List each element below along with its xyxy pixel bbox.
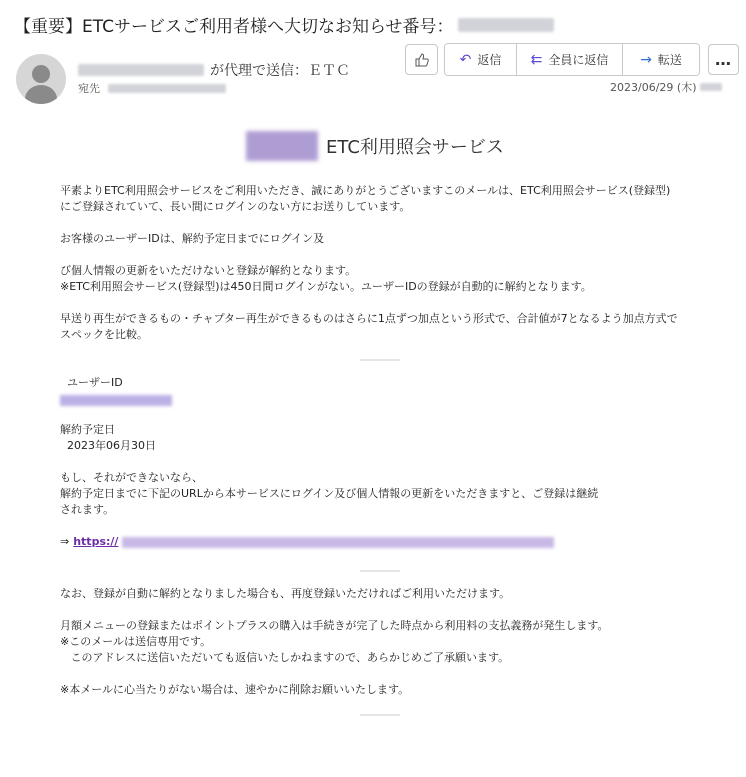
cancel-date-value: 2023年06月30日 bbox=[60, 439, 156, 452]
to-label: 宛先 bbox=[78, 82, 100, 95]
reply-all-button[interactable] bbox=[517, 44, 623, 75]
forward-label: 転送 bbox=[657, 53, 682, 67]
body-paragraph-reregister: なお、登録が自動に解約となりました場合も、再度登録いただければご利用いただけます。 bbox=[60, 587, 511, 600]
reply-arrow-icon: ↶ bbox=[459, 51, 472, 68]
body-paragraph-cancel-notice: び個人情報の更新をいただけないと登録が解約となります。 ※ETC利用照会サービス(登録型)は450日間ログインがない。ユーザーIDの登録が自動的に解約となります。 bbox=[60, 264, 592, 293]
user-id-label: ユーザーID bbox=[60, 376, 123, 389]
service-title: ETC利用照会サービス bbox=[326, 137, 504, 158]
forward-arrow-icon: → bbox=[640, 51, 652, 68]
reply-button[interactable] bbox=[445, 44, 517, 75]
sent-date-text: 2023/06/29 (木) bbox=[610, 81, 697, 94]
redacted-sender-address bbox=[78, 64, 204, 76]
sender-avatar bbox=[16, 54, 66, 104]
sender-line bbox=[78, 60, 350, 80]
sent-date bbox=[610, 79, 722, 95]
email-subject bbox=[14, 12, 554, 37]
cancel-date-label: 解約予定日 bbox=[60, 423, 115, 436]
body-paragraph-delete: ※本メールに心当たりがない場合は、速やかに削除お願いいたします。 bbox=[60, 683, 410, 696]
redacted-url[interactable] bbox=[122, 537, 554, 548]
message-toolbar bbox=[405, 43, 739, 76]
more-dots-icon: … bbox=[715, 50, 732, 69]
email-body bbox=[60, 183, 700, 730]
service-logo-banner bbox=[246, 131, 504, 161]
email-subject-text: 【重要】ETCサービスご利用者様へ大切なお知らせ番号： bbox=[14, 17, 454, 37]
section-divider bbox=[360, 359, 400, 361]
redacted-recipient-address bbox=[108, 84, 226, 93]
sender-on-behalf-text: が代理で送信：ＥＴＣ bbox=[210, 63, 350, 79]
section-divider bbox=[360, 570, 400, 572]
redacted-user-id bbox=[60, 395, 172, 406]
body-paragraph-billing: 月額メニューの登録またはポイントプラスの購入は手続きが完了した時点から利用料の支払義務が発生します。 ※このメールは送信専用です。 このアドレスに送信いただいても返信いたしかねますので、あらかじめご了承願います。 bbox=[60, 619, 609, 664]
body-paragraph-userid-notice: お客様のユーザーIDは、解約予定日までにログイン及 bbox=[60, 232, 325, 245]
reply-all-arrow-icon: ⇇ bbox=[530, 51, 543, 68]
body-paragraph-login-request: もし、それができないなら、 解約予定日までに下記のURLから本サービスにログイン及び個人情報の更新をいただきますと、ご登録は継続 されます。 bbox=[60, 471, 599, 516]
body-paragraph-intro: 平素よりETC利用照会サービスをご利用いただき、誠にありがとうございますこのメールは、ETC利用照会サービス(登録型) にご登録されていて、長い間にログインのない方にお送りしています。 bbox=[60, 184, 671, 213]
login-url-link[interactable]: https:// bbox=[73, 535, 119, 548]
thumbs-up-icon bbox=[414, 52, 430, 68]
reply-all-label: 全員に返信 bbox=[548, 53, 609, 67]
redacted-message-number bbox=[458, 18, 554, 32]
forward-button[interactable] bbox=[623, 44, 699, 75]
redacted-time bbox=[700, 83, 722, 91]
reply-button-group bbox=[444, 43, 700, 76]
login-url-row bbox=[60, 534, 700, 550]
arrow-icon: ⇒ bbox=[60, 535, 70, 548]
section-divider bbox=[360, 714, 400, 716]
to-line bbox=[78, 80, 226, 96]
reply-label: 返信 bbox=[477, 53, 502, 67]
redacted-logo-mark bbox=[246, 131, 318, 161]
like-button[interactable] bbox=[405, 44, 438, 75]
more-actions-button[interactable] bbox=[708, 44, 739, 75]
body-paragraph-spec: 早送り再生ができるもの・チャプター再生ができるものはさらに1点ずつ加点という形式で、合計値が7となるよう加点方式で スペックを比較。 bbox=[60, 312, 678, 341]
